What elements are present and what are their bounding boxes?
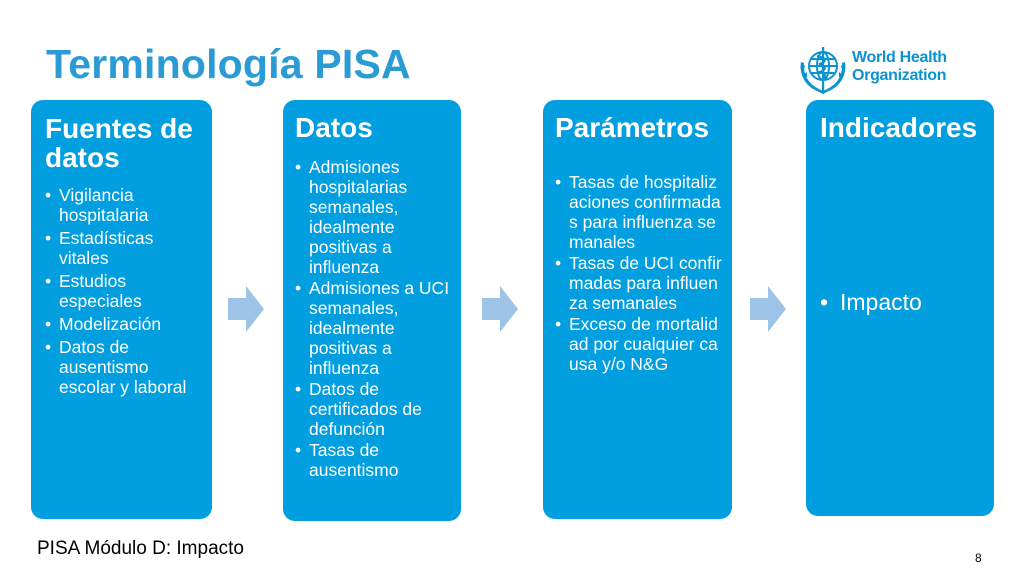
box-indicadores	[806, 100, 994, 516]
list-item: • Admisiones a UCI semanales, idealmente positivas a influenza	[295, 278, 451, 378]
right-arrow-icon	[750, 286, 786, 332]
list-item: • Estudios especiales	[45, 271, 198, 311]
list-item: • Tasas de hospitalizaciones confirmadas para influenza semanales	[555, 172, 722, 252]
list-item: • Modelización	[45, 314, 198, 334]
box-datos	[283, 100, 461, 521]
box-heading: Indicadores	[820, 112, 978, 143]
bullet-list	[45, 185, 198, 397]
bullet-list	[820, 289, 984, 315]
list-item: • Vigilancia hospitalaria	[45, 185, 198, 225]
who-logo	[797, 44, 957, 96]
box-heading: Datos	[295, 112, 373, 143]
box-parametros	[543, 100, 732, 519]
list-item: • Impacto	[820, 289, 984, 315]
box-heading: Fuentes de datos	[45, 113, 193, 173]
list-item: • Tasas de UCI confirmadas para influenza semanales	[555, 253, 722, 313]
who-emblem-icon	[797, 44, 849, 96]
list-item: • Datos de certificados de defunción	[295, 379, 451, 439]
list-item: • Datos de ausentismo escolar y laboral	[45, 337, 198, 397]
list-item: • Tasas de ausentismo	[295, 440, 451, 480]
who-logo-line1: World Health	[852, 49, 947, 66]
list-item: • Estadísticas vitales	[45, 228, 198, 268]
who-logo-text	[852, 49, 947, 85]
bullet-list	[555, 172, 722, 374]
list-item: • Exceso de mortalidad por cualquier causa y/o N&G	[555, 314, 722, 374]
slide-footer: PISA Módulo D: Impacto	[37, 538, 244, 559]
box-fuentes-de-datos	[31, 100, 212, 519]
box-heading: Parámetros	[555, 112, 710, 143]
slide-title: Terminología PISA	[46, 41, 411, 87]
bullet-list	[295, 157, 451, 480]
right-arrow-icon	[482, 286, 518, 332]
page-number: 8	[975, 551, 982, 565]
list-item: • Admisiones hospitalarias semanales, idealmente positivas a influenza	[295, 157, 451, 277]
who-logo-line2: Organization	[852, 67, 947, 84]
right-arrow-icon	[228, 286, 264, 332]
